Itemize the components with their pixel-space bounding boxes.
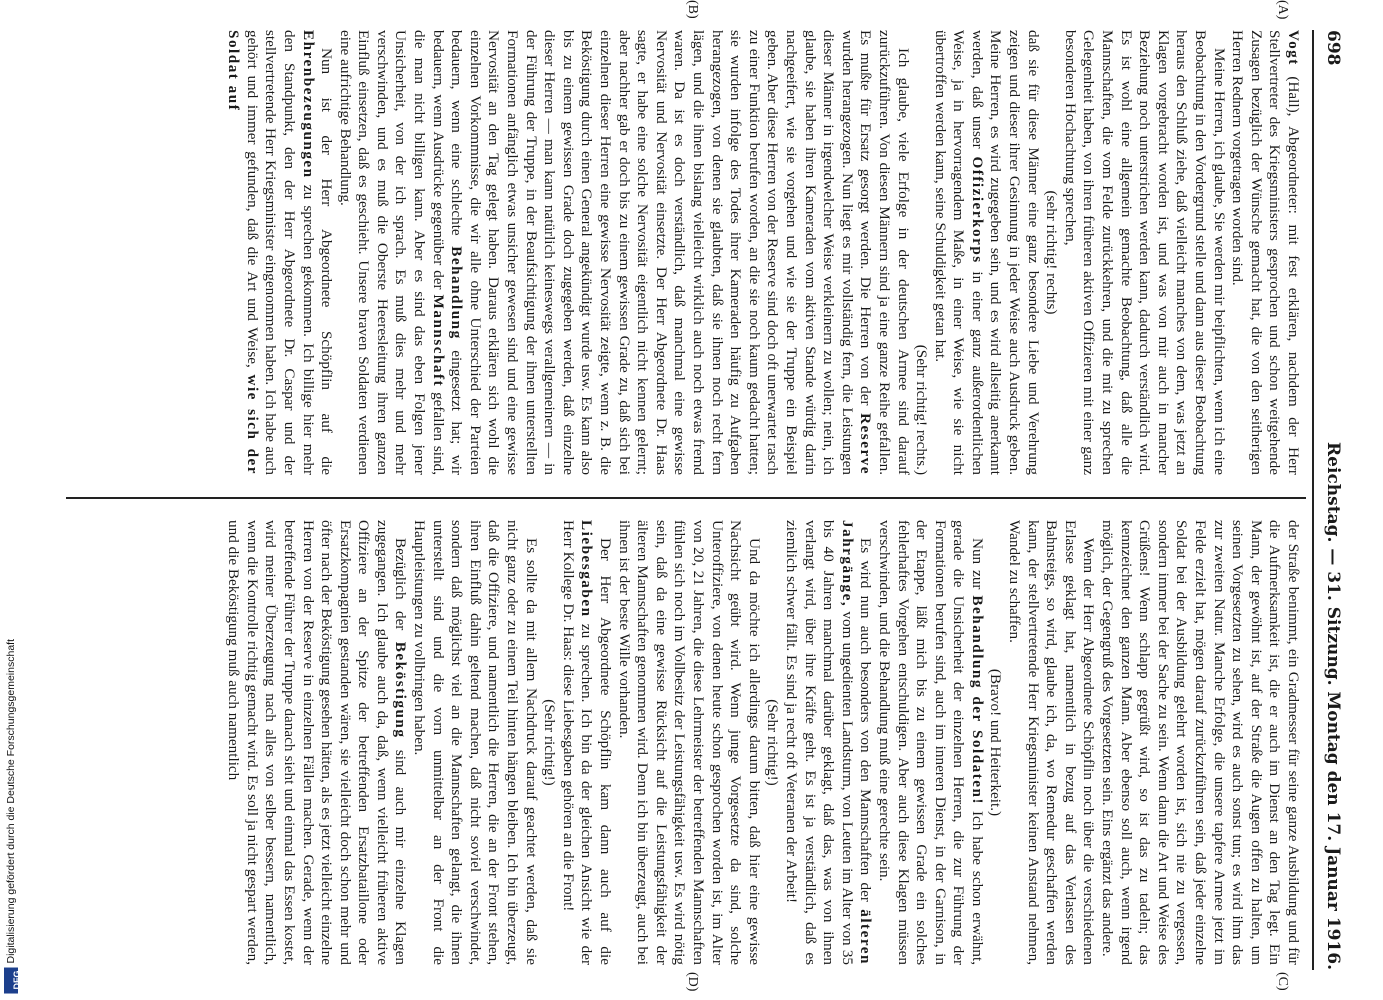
interjection: (Bravo! und Heiterkeit.) bbox=[987, 668, 1005, 817]
emphasis: Reserve bbox=[857, 413, 875, 475]
margin-marker-a: (A) bbox=[1275, 0, 1290, 20]
right-column bbox=[64, 520, 1302, 965]
paragraph bbox=[558, 520, 614, 965]
paragraph-text: Nun ist der Herr Abgeordnete Schöpflin auf die bbox=[318, 48, 336, 475]
emphasis: Offizierkorps bbox=[968, 156, 986, 264]
paragraph-text: zu sprechen. Ich bin da der gleichen Ansicht wie der Herr Kollege Dr. Haas: diese Liebesgaben gehören an die Front! bbox=[559, 520, 596, 965]
paragraph bbox=[874, 520, 986, 965]
paragraph-text: vom ungedienten Landsturm, von Leuten im Alter von 35 bis 40 Jahren manchmal darüber geklagt, daß das, was von ihnen verlangt wird, über ihre Kräfte geht. Es ist ja verständlich, daß es ziemlich schwer fällt. Es sind ja recht oft Veteranen der Arbeit! bbox=[782, 520, 856, 965]
interjection: (Sehr richtig!) bbox=[764, 699, 782, 786]
paragraph: Und da möchte ich allerdings darum bitten, daß hier eine gewisse Nachsicht geübt wird. Wenn junge Vorgesetzte da sind, solche Unteroffiziere, von denen heute schon gesprochen worden ist, im Alter von 20, 21 Jahren, die diese Lehrmeister der betreffenden Mannschaften fühlen sich noch im Vollbesitz der Leistungsfähigkeit usw. Es wird nötig sein, daß da eine gewisse Rücksicht auf die Leistungsfähigkeit der älteren Mannschaften genommen wird. Denn ich bin überzeugt, auch bei ihnen ist der beste Wille vorhanden. bbox=[615, 520, 763, 965]
paragraph-text: daß sie für diese Männer eine ganz besondere Liebe und Verehrung zeigen und dieser ihrer Gesinnung in jeder Weise auch Ausdruck geben. Meine Herren, es wird zugegeben sein, und es wird allseitig anerkannt werden, daß unser bbox=[968, 30, 1042, 475]
paragraph-text: eingesetzt hat; wir bedauern, wenn Ausdrücke gegenüber der bbox=[429, 30, 466, 475]
emphasis: Beköstigung bbox=[392, 641, 410, 739]
credit-text: Digitalisierung gefördert durch die Deutsche Forschungsgemeinschaft bbox=[5, 639, 17, 964]
emphasis: Behandlung bbox=[448, 246, 466, 340]
paragraph-text: Ich habe schon erwähnt, gerade die Unsicherheit der einzelnen Herren, die zur Führung der Formationen berufen sind, auch im inneren Dienst, in der Garnison, in der Etappe, läßt mich bis zu einem gewissen Grade ein solches fehlerhaftes Vorgehen entschuldigen. Aber auch diese Klagen müssen verschwinden, und die Behandlung muß eine gerechte sein. bbox=[875, 520, 986, 965]
paragraph: Meine Herren, ich glaube, Sie werden mir beipflichten, wenn ich eine Beobachtung in den Vordergrund stelle und dann aus dieser Beobachtung heraus den Schluß ziehe, daß vielleicht manches von dem, was jetzt an Klagen vorgebracht worden ist, und was von mir auch in mancher Beziehung noch unterstrichen werden kann, dadurch verständlich wird. Es ist wohl eine allgemein gemachte Beobachtung, daß alle die Mannschaften, die vom Felde zurückkehren, und die mit zu sprechen Gelegenheit haben, von ihren früheren aktiven Offizieren mit einer ganz besonderen Hochachtung sprechen, bbox=[1061, 30, 1228, 475]
emphasis: Liebesgaben bbox=[578, 520, 596, 618]
paragraph-text: zu sprechen gekommen. Ich billige hier mehr den Standpunkt, den der Herr Abgeordnete Dr. Caspar und der stellvertretende Herr Kriegsminister eingenommen haben. Ich habe auch gehört und immer gefunden, daß die Art und Weise, bbox=[243, 30, 317, 475]
paragraph bbox=[781, 520, 874, 965]
paragraph bbox=[224, 30, 336, 475]
emphasis: Mannschaft bbox=[429, 294, 447, 388]
paragraph: Wenn der Herr Abgeordnete Schöpflin noch über die verschiedenen Erlasse geklagt hat, namentlich in bezug auf das Verlassen des Bahnsteigs, so wird, glaube ich, da, wo Remedur geschaffen werden kann, der stellvertretende Herr Kriegsminister keinen Anstand nehmen, Wandel zu schaffen. bbox=[1006, 520, 1098, 965]
left-column bbox=[64, 30, 1302, 475]
emphasis: Behandlung der Soldaten! bbox=[968, 595, 986, 806]
paragraph bbox=[1228, 30, 1302, 475]
paragraph: Es sollte da mit allem Nachdruck darauf geachtet werden, daß sie nicht ganz oder zu einem Teil hinten hängen bleiben. Ich bin überzeugt, daß die Offiziere, und namentlich die Herren, die an der Front stehen, ihren Einfluß dahin geltend machen, daß nicht soviel verschwindet, sondern daß möglichst viel an die Mannschaften gelangt, die ihnen unterstellt sind und die vorn unmittelbar an der Front die Hauptleistungen zu vollbringen haben. bbox=[411, 520, 540, 965]
page-number: 698 bbox=[1323, 30, 1343, 66]
paragraph bbox=[930, 30, 1042, 475]
paragraph-text: Ich glaube, viele Erfolge in der deutschen Armee sind darauf zurückzuführen. Von diesen Männern sind ja eine ganze Reihe gefallen. Es mußte für Ersatz gesorgt werden. Die Herren von der bbox=[857, 30, 912, 475]
paragraph-text: Bezüglich der bbox=[392, 538, 410, 631]
paragraph bbox=[224, 520, 410, 965]
paragraph-text: Der Herr Abgeordnete Schöpflin kam dann auch auf die bbox=[597, 538, 615, 965]
running-title: Reichstag. — 31. Sitzung. Montag den 17. Januar 1916. bbox=[1323, 442, 1343, 970]
paragraph-text: in einer ganz außerordentlichen Weise, ja in hervorragendem Maße, in einer Weise, wie sie nicht übertroffen werden kann, seine Schuldigkeit getan hat. bbox=[931, 30, 986, 475]
margin-marker-d: (D) bbox=[685, 972, 700, 992]
margin-marker-b: (B) bbox=[685, 0, 700, 19]
margin-marker-c: (C) bbox=[1275, 972, 1290, 991]
paragraph-text: sind auch mir einzelne Klagen zugegangen. Ich glaube auch da, daß, wenn vielleicht früheren aktive Offiziere an der Spitze der betreffenden Ersatzbataillone oder Ersatzkompagnien gestanden wären, sie vielleicht doch schon mehr und öfter nach der Beköstigung gesehen hätten, als es jetzt vielleicht einzelne Herren von der Reserve in einzelnen Fällen machen. Gerade, wenn der betreffende Führer der Truppe danach sieht und einmal das Essen kostet, wird meiner Überzeugung nach alles von selber bessern, namentlich, wenn die Kontrolle richtig gemacht wird. Es soll ja nicht gespart werden, und die Beköstigung muß auch namentlich bbox=[225, 520, 410, 965]
emphasis: älteren Jahrgänge, bbox=[838, 520, 875, 965]
paragraph-text: Es wird nun auch besonders von den Mannschaften der bbox=[857, 538, 875, 902]
interjection: (sehr richtig! rechts) bbox=[1043, 190, 1061, 315]
paragraph bbox=[335, 30, 911, 475]
paragraph-text: gefallen sind, die man nicht billigen kann. Aber es sind das eben Folgen jener Unsicherheit, von der ich sprach. Es muß dies mehr und mehr verschwinden, und es muß die Oberste Heeresleitung ihren ganzen Einfluß einsetzen, daß es geschieht. Unsere braven Soldaten verdienen eine aufrichtige Behandlung. bbox=[336, 30, 447, 475]
column-divider bbox=[66, 497, 1306, 499]
speaker-name: Vogt bbox=[1285, 30, 1302, 66]
dfg-logo: DFG bbox=[4, 968, 18, 994]
rotated-page bbox=[60, 0, 1350, 992]
paragraph: der Straße benimmt, ein Gradmesser für seine ganze Ausbildung und für die Aufmerksamkeit ist, die er auch im Dienst an den Tag legt. Ein Mann, der gewöhnt ist, auf der Straße die Augen offen zu halten, um seinen Vorgesetzten zu sehen, wird es auch sonst tun; es wird ihm das zur zweiten Natur. Manche Erfolge, die unsere tapfere Armee jetzt im Felde erzielt hat, mögen darauf zurückzuführen sein, daß jeder einzelne Soldat bei der Ausbildung gelehrt worden ist, sich nie zu vergessen, sondern immer bei der Sache zu sein. Wenn dann die Art und Weise des Grüßens! Wenn schlapp gegrüßt wird, so ist das zu tadeln; das kennzeichnet den ganzen Mann. Aber ebenso soll auch, wenn irgend möglich, der Gegengruß des Vorgesetzten sein. Eins ergänzt das andere. bbox=[1099, 520, 1302, 965]
emphasis: Ehrenbezeugungen bbox=[299, 30, 317, 179]
page-header bbox=[1316, 30, 1350, 970]
paragraph-text: (Hall), Abgeordneter: mit fest erklären, nachdem der Herr Stellvertreter des Kriegsministers gesprochen und schon weitgehende Zusagen bezüglich der Wünsche gemacht hat, die von den seitherigen Herren Rednern vorgetragen worden sind. bbox=[1229, 30, 1302, 475]
paragraph-text: wurden herangezogen. Nun liegt es mir vollständig fern, die Leistungen dieser Männer in irgendwelcher Weise verkleinern zu wollen; nein, ich glaube, sie haben ihren Kameraden vom aktiven Stande würdig darin nachgeeifert, wie sie vorgehen und wie sie der Truppe ein Beispiel geben. Aber diese Herren von der Reserve sind doch oft unerwartet rasch zu einer Funktion berufen worden, an die sie noch kaum gedacht hatten; sie wurden infolge des Todes ihrer Kameraden häufig zu Aufgaben herangezogen, von denen sie glaubten, daß sie ihnen noch recht fern lägen, und die ihnen bislang vielleicht wirklich auch noch etwas fremd waren. Da ist es doch verständlich, daß manchmal eine gewisse Nervosität und Nervosität einsetzte. Der Herr Abgeordnete Dr. Haas sagte, er habe eine solche Nervosität eigentlich nicht kennen gelernt; aber nachher gab er doch bis zu einem gewissen Grade zu, daß sich bei einzelnen dieser Herren eine gewisse Nervosität zeigte, wenn z. B. die Beköstigung durch einen General angekündigt wurde usw. Es kann also bis zu einem gewissen Grade doch zugegeben werden, daß einzelne dieser Herren — man kann natürlich keineswegs verallgemeinern — in der Führung der Truppe, in der Beaufsichtigung der ihnen unterstellten Formationen anfänglich etwas unsicher gewesen sind und eine gewisse Nervosität an den Tag gelegt haben. Daraus erklären sich wohl die einzelnen Vorkommnisse, die wir alle ohne Unterschied der Parteien bedauern, wenn eine schlechte bbox=[448, 30, 856, 475]
interjection: (Sehr richtig!) bbox=[541, 699, 559, 786]
interjection: (Sehr richtig! rechts.) bbox=[913, 344, 931, 475]
paragraph-text: Nun zur bbox=[968, 538, 986, 590]
header-rule bbox=[1312, 30, 1314, 970]
emphasis: wie sich der Soldat auf bbox=[225, 30, 261, 475]
digitization-credit bbox=[4, 639, 22, 994]
